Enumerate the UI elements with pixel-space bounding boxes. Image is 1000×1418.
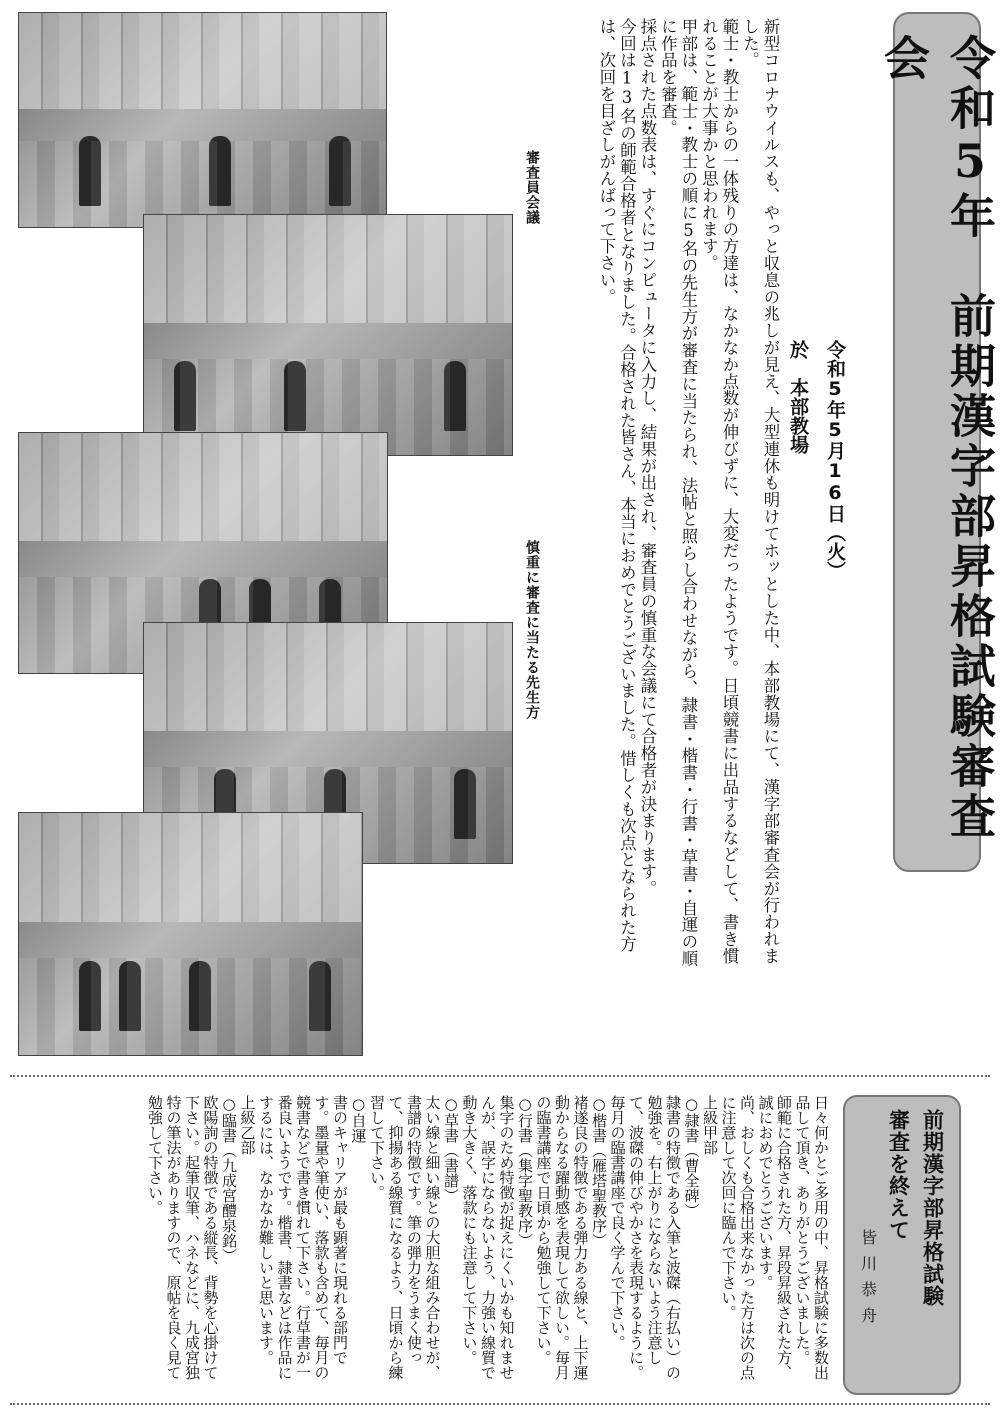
venue-line: 於 本部教場 (787, 340, 809, 454)
photo-meeting-1 (18, 12, 387, 228)
bottom-paragraph: 上級乙部 (238, 1095, 257, 1155)
bottom-paragraph: ○自運 (349, 1095, 368, 1143)
page-title: 令和5年 前期漢字部昇格試験審査会 (877, 34, 997, 842)
date-line: 令和5年5月16日（火） (824, 340, 846, 580)
bottom-paragraph: 褚遂良の特徴である弾力ある線と、上下運動からなる躍動感を表現して欲しい。毎月の臨書講座で日頃から勉強して下さい。 (534, 1095, 590, 1380)
bottom-title-line: 前期漢字部昇格試験 (920, 1109, 945, 1307)
caption-meeting: 審査員会議 (524, 150, 540, 225)
article-paragraph: 甲部は、範士・教士の順に5名の先生方が審査に当たられ、法帖と照らし合わせながら、隷書・楷書・行書・草書・自運の順に作品を審査。 (658, 18, 698, 967)
bottom-paragraph: ○草書（書譜） (442, 1095, 460, 1203)
bottom-paragraph: 師範に合格された方、昇段昇級された方、誠におめでとうございます。 (756, 1095, 793, 1380)
bottom-paragraph: 集字のため特徴が捉えにくいかも知れませんが、誤字にならないよう、力強い線質で動き大きく、落款にも注意して下さい。 (460, 1095, 516, 1380)
bottom-paragraph: ○隷書（曹全碑） (682, 1095, 701, 1218)
bottom-paragraph: 日々何かとご多用の中、昇格試験に多数出品して頂き、ありがとうございました。 (793, 1095, 830, 1380)
bottom-body (30, 1095, 830, 1385)
article-paragraph: 範士・教士からの一体残りの方達は、なかなか点数が伸びずに、大変だったようです。日頃競書に出品するなどして、書き慣れることが大事かと思われます。 (699, 18, 739, 965)
bottom-paragraph: ○臨書（九成宮醴泉銘） (220, 1095, 238, 1263)
bottom-paragraph: 欧陽詢の特徴である縦長、背勢を心掛けて下さい。起筆収筆、ハネなどに、九成宮独特の筆法がありますので、原帖を良く見て勉強して下さい。 (146, 1095, 220, 1380)
article-paragraph: 新型コロナウイルスも、やっと収息の兆しが見え、大型連休も明けてホッとした中、本部教場にて、漢字部審査会が行われました。 (740, 18, 780, 965)
bottom-paragraph: 尚、おしくも合格出来なかった方は次の点に注意して次回に臨んで下さい。 (719, 1095, 756, 1380)
bottom-paragraph: ○楷書（雁塔聖教序） (590, 1095, 608, 1248)
article-paragraph: 今回は13名の師範合格者となりました。合格された皆さん、本当におめでとうございました。惜しくも次点となられた方は、次回を目ざしがんばって下さい。 (597, 18, 637, 953)
bottom-title-wrap (843, 1095, 961, 1395)
bottom-paragraph: 上級甲部 (701, 1095, 719, 1155)
bottom-paragraph: 隷書の特徴である入筆と波磔（右払い）の勉強を。右上がりにならないよう注意して、波磔の伸びやかさを表現するように。毎月の臨書講座で良く学んで下さい。 (608, 1095, 682, 1380)
bottom-paragraph: 書のキャリアが最も顕著に現れる部門です。墨量や筆使い、落款も含めて、毎月の競書などで書き慣れて下さい。行草書が一番良いようです。楷書、隷書などは作品にするには、なかなか難しいと思います。 (257, 1095, 349, 1380)
bottom-paragraph: ○行書（集字聖教序） (516, 1095, 534, 1248)
title-wrap (877, 12, 997, 872)
article-body (512, 18, 780, 968)
article-paragraph: 採点された点数表は、すぐにコンピュータに入力し、結果が出され、審査員の慎重な会議にて合格者が決まります。 (638, 18, 657, 897)
bottom-paragraph: 太い線と細い線との大胆な組み合わせが、書譜の特徴です。筆の弾力をうまく使って、抑揚ある線質になるよう、日頃から練習して下さい。 (368, 1095, 442, 1380)
photo-judging-3 (18, 812, 363, 1056)
bottom-title-line: 審査を終えて (886, 1109, 911, 1241)
bottom-author: 皆川恭舟 (858, 1229, 878, 1333)
photo-meeting-2 (143, 214, 513, 456)
date-block (785, 340, 849, 640)
caption-judging: 慎重に審査に当たる先生方 (524, 540, 540, 720)
